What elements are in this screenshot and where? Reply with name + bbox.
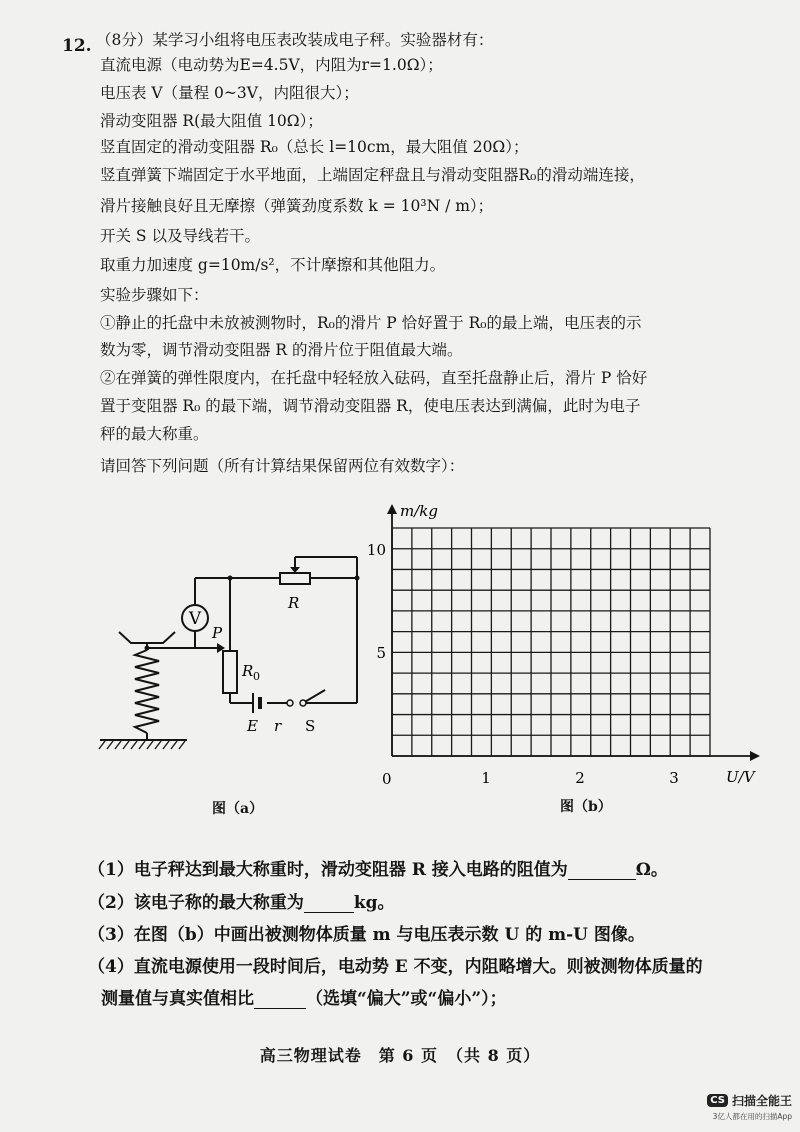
- subquestion-4-cont: 测量值与真实值相比 （选填“偏大”或“偏小”）；: [101, 989, 507, 1009]
- question-number: 12.: [62, 36, 92, 56]
- subquestion-1: （1）电子秤达到最大称重时，滑动变阻器 R 接入电路的阻值为 Ω。: [88, 860, 668, 880]
- watermark-tagline: 3亿人都在用的扫描App: [712, 1112, 792, 1121]
- material-line: 取重力加速度 g=10m/s²，不计摩擦和其他阻力。: [100, 256, 446, 274]
- material-line: 竖直固定的滑动变阻器 R₀（总长 l=10cm，最大阻值 20Ω）；: [100, 138, 529, 156]
- x-axis-arrow: [750, 751, 760, 761]
- origin-label: 0: [382, 770, 392, 788]
- y-axis-arrow: [387, 504, 397, 514]
- y-tick-label: 5: [376, 644, 386, 662]
- step-line: ①静止的托盘中未放被测物时，R₀的滑片 P 恰好置于 R₀的最上端，电压表的示: [100, 314, 642, 332]
- material-line: 电压表 V（量程 0~3V，内阻很大）；: [100, 84, 359, 102]
- material-line: 实验步骤如下：: [100, 286, 209, 304]
- step-line: 数为零，调节滑动变阻器 R 的滑片位于阻值最大端。: [100, 341, 463, 359]
- y-axis-label: m/kg: [400, 502, 438, 520]
- x-axis-label: U/V: [726, 768, 755, 786]
- material-line: 滑片接触良好且无摩擦（弹簧劲度系数 k = 10³N / m）；: [100, 197, 494, 215]
- material-line: 直流电源（电动势为E=4.5V，内阻为r=1.0Ω）；: [100, 56, 443, 74]
- step-line: 秤的最大称重。: [100, 425, 209, 443]
- answer-blank[interactable]: [568, 863, 636, 880]
- x-tick-label: 1: [481, 769, 491, 787]
- material-line: 滑动变阻器 R(最大阻值 10Ω）；: [100, 112, 323, 130]
- subquestion-4: （4）直流电源使用一段时间后，电动势 E 不变，内阻略增大。则被测物体质量的: [88, 957, 703, 977]
- emf-label: E: [247, 717, 258, 735]
- figure-b-caption: 图（b）: [560, 799, 612, 815]
- subquestion-3: （3）在图（b）中画出被测物体质量 m 与电压表示数 U 的 m-U 图像。: [88, 925, 645, 945]
- material-line: 竖直弹簧下端固定于水平地面，上端固定秤盘且与滑动变阻器R₀的滑动端连接，: [100, 166, 645, 184]
- page-footer: 高三物理试卷 第 6 页 （共 8 页）: [259, 1046, 541, 1065]
- subquestion-2: （2）该电子称的最大称重为 kg。: [88, 893, 395, 913]
- answer-blank[interactable]: [304, 896, 354, 913]
- slider-label: P: [212, 624, 223, 642]
- step-line: ②在弹簧的弹性限度内，在托盘中轻轻放入砝码，直至托盘静止后，滑片 P 恰好: [100, 369, 648, 387]
- internal-r-label: r: [274, 717, 282, 735]
- figure-a-caption: 图（a）: [212, 801, 264, 817]
- m-u-graph: [366, 498, 780, 798]
- camscanner-logo-icon: CS: [707, 1094, 728, 1107]
- step-line: 置于变阻器 R₀ 的最下端，调节滑动变阻器 R，使电压表达到满偏，此时为电子: [100, 397, 641, 415]
- scanner-watermark: [707, 1088, 792, 1122]
- answer-blank[interactable]: [254, 992, 306, 1009]
- circuit-diagram: [95, 545, 380, 755]
- r0-subscript: 0: [253, 670, 260, 683]
- voltmeter-label: V: [188, 609, 202, 629]
- question-intro: （8分）某学习小组将电压表改装成电子秤。实验器材有：: [96, 31, 494, 49]
- watermark-name: 扫描全能王: [731, 1094, 792, 1108]
- material-line: 开关 S 以及导线若干。: [100, 227, 260, 245]
- r0-label: R: [242, 662, 254, 680]
- x-tick-label: 2: [575, 769, 585, 787]
- rheostat-label: R: [288, 594, 300, 612]
- y-tick-label: 10: [366, 541, 386, 559]
- graph-grid: [392, 528, 710, 756]
- switch-label: S: [305, 717, 316, 735]
- x-tick-label: 3: [669, 769, 679, 787]
- answer-prompt: 请回答下列问题（所有计算结果保留两位有效数字）：: [100, 457, 465, 475]
